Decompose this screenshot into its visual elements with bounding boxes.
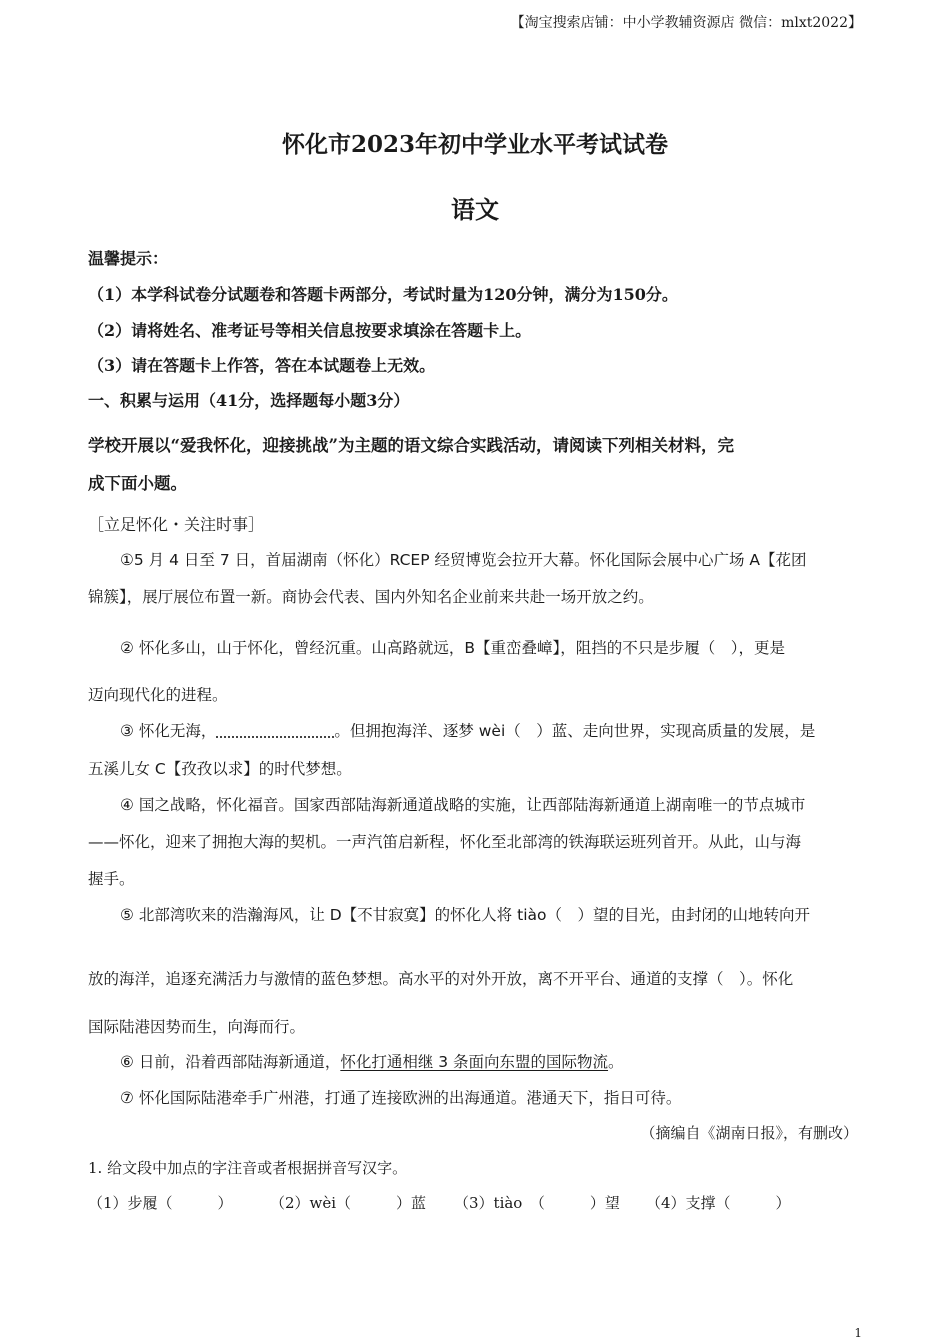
paragraph-2-line-2: 迈向现代化的进程。 bbox=[88, 686, 228, 704]
intro-line-1: 学校开展以“爱我怀化，迎接挑战”为主题的语文综合实践活动，请阅读下列相关材料，完 bbox=[88, 436, 734, 455]
tips-heading: 温馨提示： bbox=[88, 249, 169, 268]
intro-line-2: 成下面小题。 bbox=[88, 474, 187, 493]
paragraph-4-line-1: ④ 国之战略，怀化福音。国家西部陆海新通道战略的实施，让西部陆海新通道上湖南唯一的节点城市 bbox=[120, 796, 806, 814]
exam-title: 怀化市2023年初中学业水平考试试卷 bbox=[281, 131, 668, 158]
subject-title: 语文 bbox=[451, 195, 499, 224]
paragraph-5-line-2: 放的海洋，追逐充满活力与激情的蓝色梦想。高水平的对外开放，离不开平台、通道的支撑（ ）。怀化 bbox=[88, 970, 794, 988]
paragraph-6 bbox=[120, 1050, 865, 1072]
question-1-items bbox=[88, 1192, 791, 1213]
q1-item-3: （3）tiào （ ）望 bbox=[454, 1194, 620, 1212]
section-heading: 一、积累与运用（41分，选择题每小题3分） bbox=[88, 391, 410, 410]
paragraph-1-line-1: ①5 月 4 日至 7 日，首届湖南（怀化）RCEP 经贸博览会拉开大幕。怀化国际会展中心广场 A【花团 bbox=[120, 551, 807, 569]
question-1: 1. 给文段中加点的字注音或者根据拼音写汉字。 bbox=[88, 1159, 408, 1177]
page-number: 1 bbox=[854, 1326, 862, 1340]
q1-item-2: （2）wèi（ ）蓝 bbox=[270, 1194, 427, 1212]
q1-item-1: （1）步履（ ） bbox=[88, 1194, 233, 1212]
paragraph-5-line-1: ⑤ 北部湾吹来的浩瀚海风，让 D【不甘寂寞】的怀化人将 tiào（ ）望的目光，由封闭的山地转向开 bbox=[120, 906, 810, 924]
q1-item-4: （4）支撑（ ） bbox=[646, 1194, 791, 1212]
paragraph-5-line-3: 国际陆港因势而生，向海而行。 bbox=[88, 1018, 306, 1036]
paragraph-6-part-a: ⑥ 日前，沿着西部陆海新通道， bbox=[120, 1053, 341, 1071]
tip-1: （1）本学科试卷分试题卷和答题卡两部分，考试时量为120分钟，满分为150分。 bbox=[88, 285, 678, 304]
paragraph-2-line-1: ② 怀化多山，山于怀化，曾经沉重。山高路就远，B【重峦叠嶂】，阻挡的不只是步履（ ），更是 bbox=[120, 639, 785, 657]
underlined-sentence: 怀化打通相继 3 条面向东盟的国际物流 bbox=[340, 1053, 609, 1071]
paragraph-3-part-a: ③ 怀化无海， bbox=[120, 722, 217, 740]
subsection-heading: ［立足怀化・关注时事］ bbox=[88, 515, 265, 534]
paragraph-1-line-2: 锦簇】，展厅展位布置一新。商协会代表、国内外知名企业前来共赴一场开放之约。 bbox=[88, 588, 654, 606]
paragraph-4-line-2: ——怀化，迎来了拥抱大海的契机。一声汽笛启新程，怀化至北部湾的铁海联运班列首开。从此，山与海 bbox=[88, 833, 802, 851]
paragraph-6-part-b: 。 bbox=[608, 1053, 624, 1071]
header-note: 【淘宝搜索店铺：中小学教辅资源店 微信：mlxt2022】 bbox=[510, 15, 862, 31]
source-note: （摘编自《湖南日报》，有删改） bbox=[640, 1124, 858, 1142]
tip-3: （3）请在答题卡上作答，答在本试题卷上无效。 bbox=[88, 356, 436, 375]
tip-2: （2）请将姓名、准考证号等相关信息按要求填涂在答题卡上。 bbox=[88, 321, 532, 340]
paragraph-4-line-3: 握手。 bbox=[88, 870, 135, 888]
fill-blank bbox=[216, 726, 334, 738]
paragraph-3-line-2: 五溪儿女 C【孜孜以求】的时代梦想。 bbox=[88, 760, 352, 778]
paragraph-3-line-1 bbox=[120, 719, 865, 741]
paragraph-7: ⑦ 怀化国际陆港牵手广州港，打通了连接欧洲的出海通道。港通天下，指日可待。 bbox=[120, 1089, 682, 1107]
paragraph-3-part-b: 。但拥抱海洋、逐梦 wèi（ ）蓝、走向世界，实现高质量的发展，是 bbox=[334, 722, 816, 740]
